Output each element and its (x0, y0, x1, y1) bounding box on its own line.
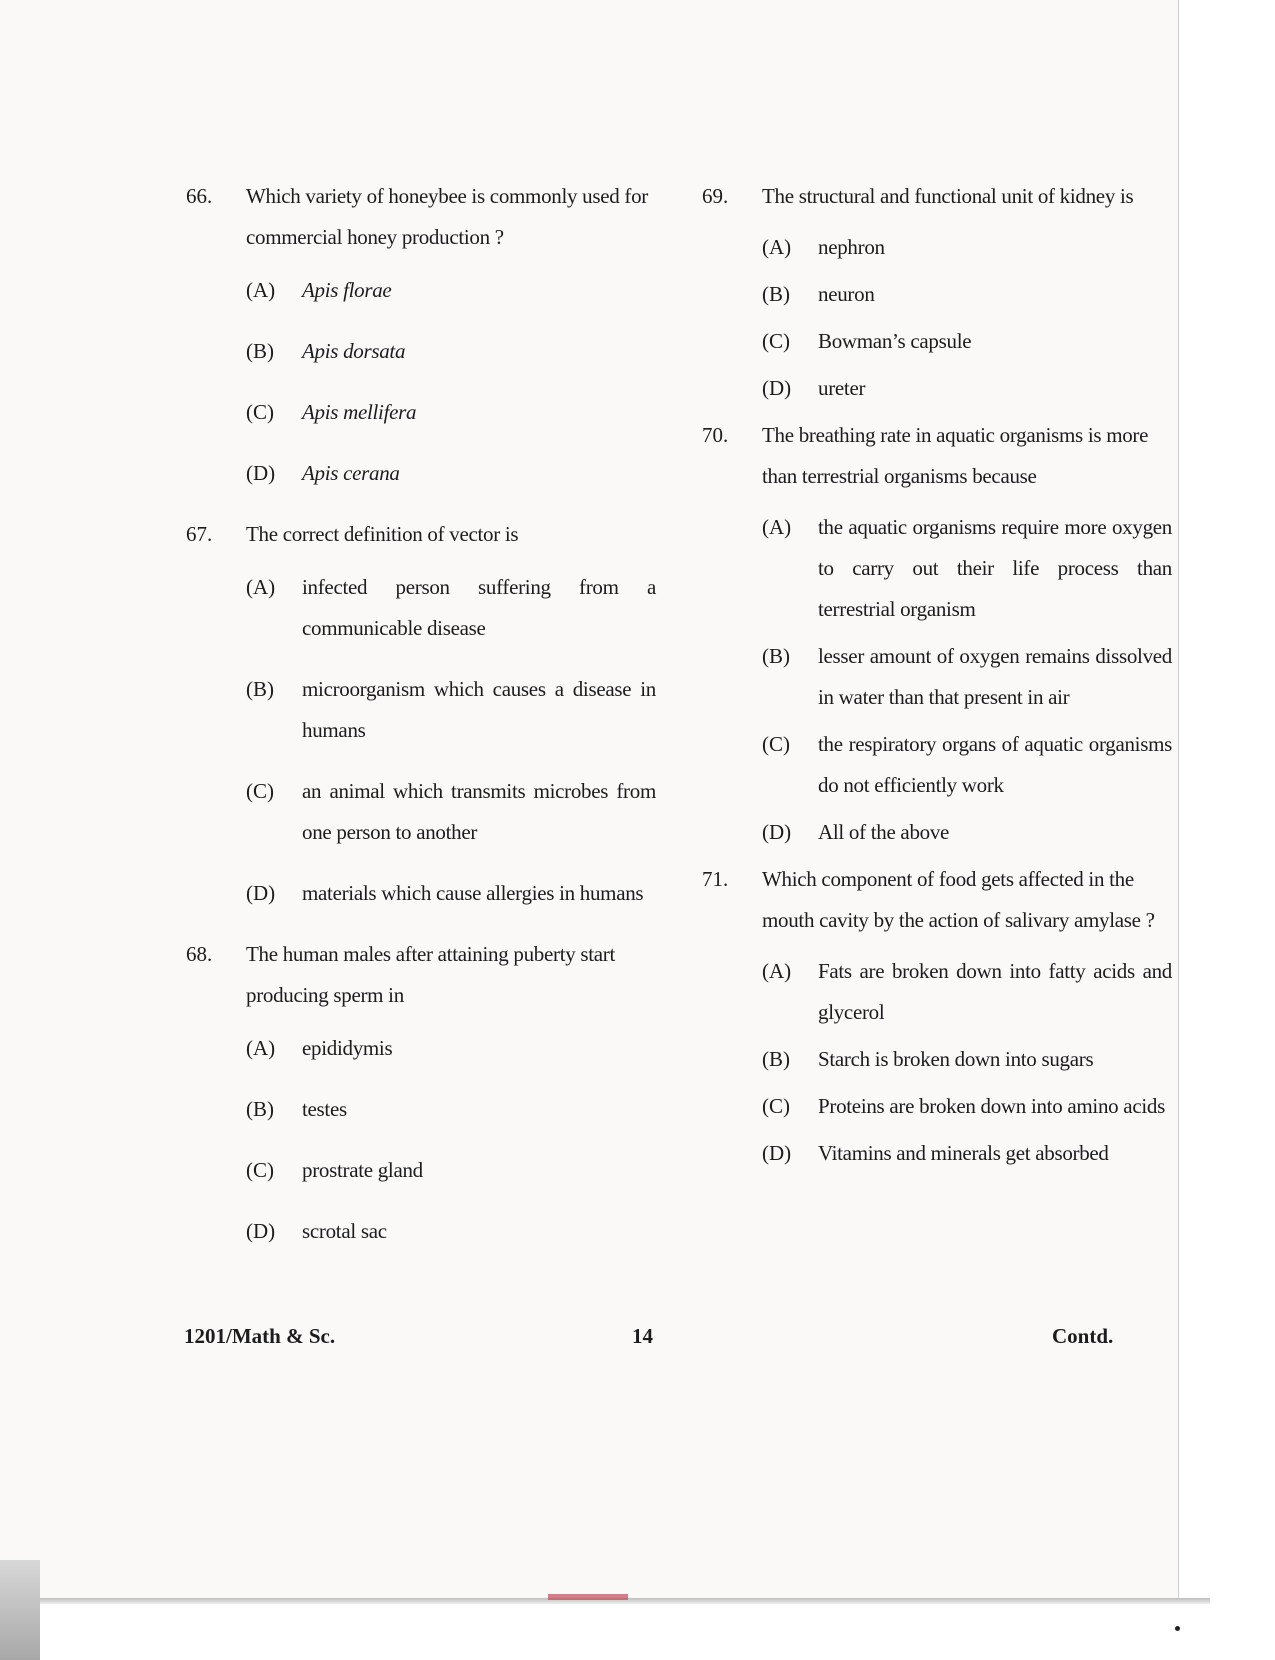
question-text: Which component of food gets affected in the mouth cavity by the action of salivary amylase ? (762, 867, 1155, 932)
option-d (246, 873, 656, 914)
option-label: (B) (762, 282, 790, 306)
question-text: The human males after attaining puberty start producing sperm in (246, 942, 616, 1007)
page-number: 14 (632, 1324, 653, 1348)
option-c (762, 321, 1172, 362)
option-label: (D) (762, 1141, 792, 1165)
option-label: (C) (246, 1158, 274, 1182)
question-text: The breathing rate in aquatic organisms is more than terrestrial organisms because (762, 423, 1149, 488)
question-68 (186, 934, 656, 1252)
option-text: infected person suffering from a communicable disease (302, 575, 656, 640)
option-text: an animal which transmits microbes from one person to another (302, 779, 656, 844)
paper-code: 1201/Math & Sc. (184, 1324, 336, 1348)
option-d (762, 1133, 1172, 1174)
option-label: (A) (246, 575, 276, 599)
option-label: (D) (246, 1219, 276, 1243)
option-list (762, 227, 1172, 409)
option-a (246, 270, 656, 311)
option-c (246, 1150, 656, 1191)
option-label: (A) (762, 515, 792, 539)
option-label: (C) (762, 329, 790, 353)
option-label: (A) (246, 278, 276, 302)
option-text: the aquatic organisms require more oxygen to carry out their life process than terrestrial organism (818, 515, 1172, 621)
question-number: 68. (186, 942, 213, 966)
option-b (762, 274, 1172, 315)
option-b (246, 1089, 656, 1130)
question-67 (186, 514, 656, 914)
question-number: 66. (186, 184, 213, 208)
option-text: nephron (818, 235, 885, 259)
option-c (246, 392, 656, 433)
ink-dot (1175, 1626, 1180, 1631)
option-text: the respiratory organs of aquatic organisms do not efficiently work (818, 732, 1172, 797)
option-label: (B) (246, 339, 274, 363)
option-text: neuron (818, 282, 875, 306)
question-number: 71. (702, 867, 729, 891)
option-a (246, 1028, 656, 1069)
question-stem (186, 514, 656, 555)
option-label: (C) (246, 779, 274, 803)
option-list (762, 507, 1172, 853)
option-d (246, 453, 656, 494)
question-stem (702, 415, 1172, 497)
option-a (762, 507, 1172, 630)
option-text: Apis mellifera (302, 400, 417, 424)
question-71 (702, 859, 1172, 1174)
option-list (246, 1028, 656, 1252)
option-label: (A) (762, 235, 792, 259)
option-label: (D) (246, 881, 276, 905)
option-label: (B) (246, 1097, 274, 1121)
option-c (246, 771, 656, 853)
option-text: Vitamins and minerals get absorbed (818, 1141, 1109, 1165)
option-text: Apis dorsata (302, 339, 406, 363)
option-a (762, 227, 1172, 268)
option-list (246, 567, 656, 914)
option-list (762, 951, 1172, 1174)
continued-label: Contd. (1052, 1324, 1114, 1348)
option-text: materials which cause allergies in humans (302, 881, 644, 905)
option-b (762, 636, 1172, 718)
option-label: (A) (762, 959, 792, 983)
question-stem (702, 859, 1172, 941)
option-text: microorganism which causes a disease in humans (302, 677, 656, 742)
option-text: scrotal sac (302, 1219, 387, 1243)
option-d (762, 812, 1172, 853)
question-number: 69. (702, 184, 729, 208)
option-label: (C) (246, 400, 274, 424)
option-label: (C) (762, 732, 790, 756)
option-label: (B) (246, 677, 274, 701)
option-label: (D) (762, 376, 792, 400)
option-b (762, 1039, 1172, 1080)
option-label: (D) (762, 820, 792, 844)
question-number: 70. (702, 423, 729, 447)
option-label: (B) (762, 644, 790, 668)
question-stem (186, 934, 656, 1016)
right-column (702, 176, 1172, 1180)
question-stem (186, 176, 656, 258)
option-label: (B) (762, 1047, 790, 1071)
option-label: (A) (246, 1036, 276, 1060)
option-b (246, 331, 656, 372)
option-text: Fats are broken down into fatty acids and glycerol (818, 959, 1172, 1024)
option-a (762, 951, 1172, 1033)
question-66 (186, 176, 656, 494)
option-text: Proteins are broken down into amino acids (818, 1094, 1165, 1118)
option-label: (D) (246, 461, 276, 485)
option-text: epididymis (302, 1036, 393, 1060)
option-text: All of the above (818, 820, 950, 844)
option-text: lesser amount of oxygen remains dissolved in water than that present in air (818, 644, 1172, 709)
option-text: prostrate gland (302, 1158, 423, 1182)
question-text: Which variety of honeybee is commonly used for commercial honey production ? (246, 184, 648, 249)
option-label: (C) (762, 1094, 790, 1118)
question-stem (702, 176, 1172, 217)
question-70 (702, 415, 1172, 853)
option-b (246, 669, 656, 751)
left-column (186, 176, 656, 1272)
question-69 (702, 176, 1172, 409)
page-left-edge (0, 1560, 40, 1660)
option-a (246, 567, 656, 649)
option-c (762, 1086, 1172, 1127)
option-d (762, 368, 1172, 409)
option-c (762, 724, 1172, 806)
option-text: Starch is broken down into sugars (818, 1047, 1094, 1071)
option-text: Apis florae (302, 278, 392, 302)
option-text: Apis cerana (302, 461, 400, 485)
option-text: testes (302, 1097, 347, 1121)
question-text: The correct definition of vector is (246, 522, 519, 546)
question-text: The structural and functional unit of kidney is (762, 184, 1134, 208)
question-number: 67. (186, 522, 213, 546)
option-d (246, 1211, 656, 1252)
binding-mark (548, 1594, 628, 1600)
option-text: ureter (818, 376, 866, 400)
option-text: Bowman’s capsule (818, 329, 972, 353)
option-list (246, 270, 656, 494)
